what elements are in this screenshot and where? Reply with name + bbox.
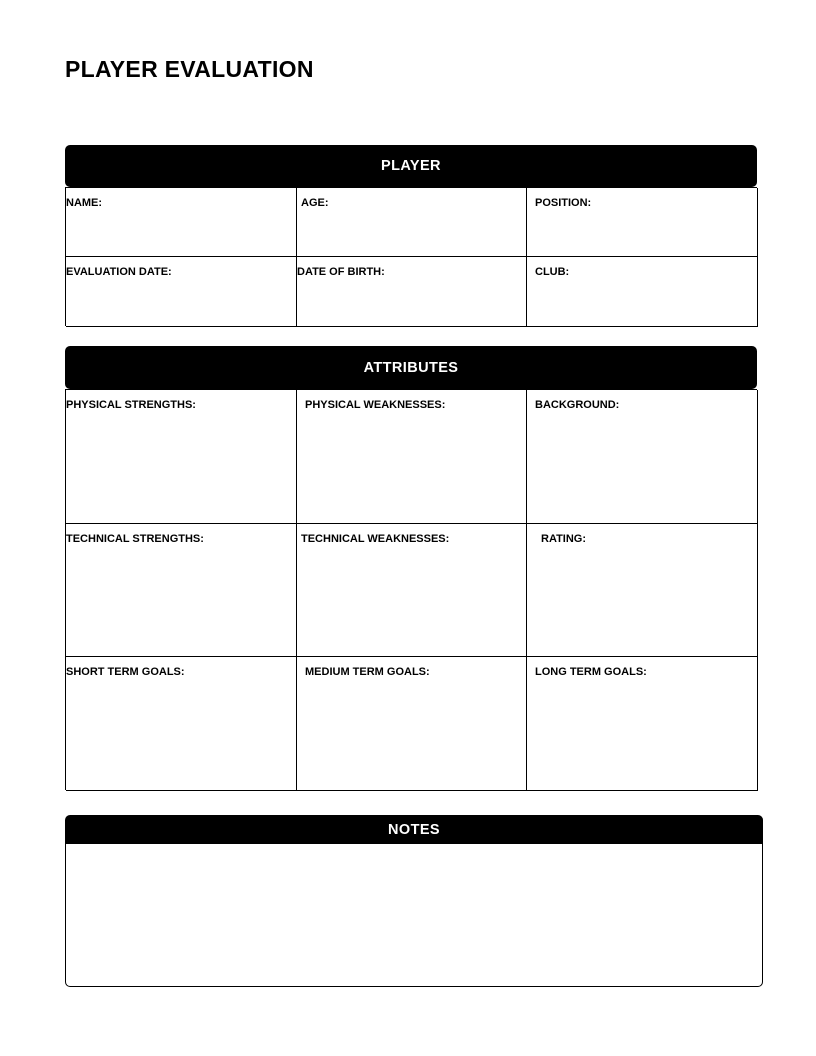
background-field[interactable] — [527, 390, 758, 524]
evaluation-date-field[interactable] — [66, 257, 297, 327]
age-label: AGE: — [301, 197, 329, 209]
player-info-grid — [65, 187, 757, 326]
physical-weaknesses-label: PHYSICAL WEAKNESSES: — [305, 399, 446, 411]
short-term-goals-label: SHORT TERM GOALS: — [66, 666, 185, 678]
date-of-birth-field[interactable] — [297, 257, 527, 327]
age-field[interactable] — [297, 188, 527, 257]
medium-term-goals-field[interactable] — [297, 657, 527, 791]
club-field[interactable] — [527, 257, 758, 327]
position-field[interactable] — [527, 188, 758, 257]
position-label: POSITION: — [535, 197, 592, 209]
technical-strengths-field[interactable] — [66, 524, 297, 657]
physical-weaknesses-field[interactable] — [297, 390, 527, 524]
player-section-title: PLAYER — [381, 158, 441, 174]
technical-weaknesses-label: TECHNICAL WEAKNESSES: — [301, 533, 450, 545]
notes-section-title: NOTES — [388, 821, 440, 838]
attributes-section-title: ATTRIBUTES — [363, 359, 459, 376]
long-term-goals-label: LONG TERM GOALS: — [535, 666, 647, 678]
notes-section-header — [65, 815, 763, 844]
technical-strengths-label: TECHNICAL STRENGTHS: — [66, 533, 204, 545]
evaluation-date-label: EVALUATION DATE: — [66, 266, 172, 278]
short-term-goals-field[interactable] — [66, 657, 297, 791]
medium-term-goals-label: MEDIUM TERM GOALS: — [305, 666, 430, 678]
attributes-section-header — [65, 346, 757, 389]
notes-field[interactable] — [65, 844, 763, 987]
name-label: NAME: — [66, 197, 103, 209]
rating-label: RATING: — [541, 533, 587, 545]
background-label: BACKGROUND: — [535, 399, 620, 411]
physical-strengths-label: PHYSICAL STRENGTHS: — [66, 399, 196, 411]
long-term-goals-field[interactable] — [527, 657, 758, 791]
attributes-grid — [65, 389, 757, 790]
rating-field[interactable] — [527, 524, 758, 657]
name-field[interactable] — [66, 188, 297, 257]
player-section-header — [65, 145, 757, 187]
club-label: CLUB: — [535, 266, 570, 278]
physical-strengths-field[interactable] — [66, 390, 297, 524]
technical-weaknesses-field[interactable] — [297, 524, 527, 657]
page-title: PLAYER EVALUATION — [65, 56, 314, 82]
date-of-birth-label: DATE OF BIRTH: — [297, 266, 385, 278]
